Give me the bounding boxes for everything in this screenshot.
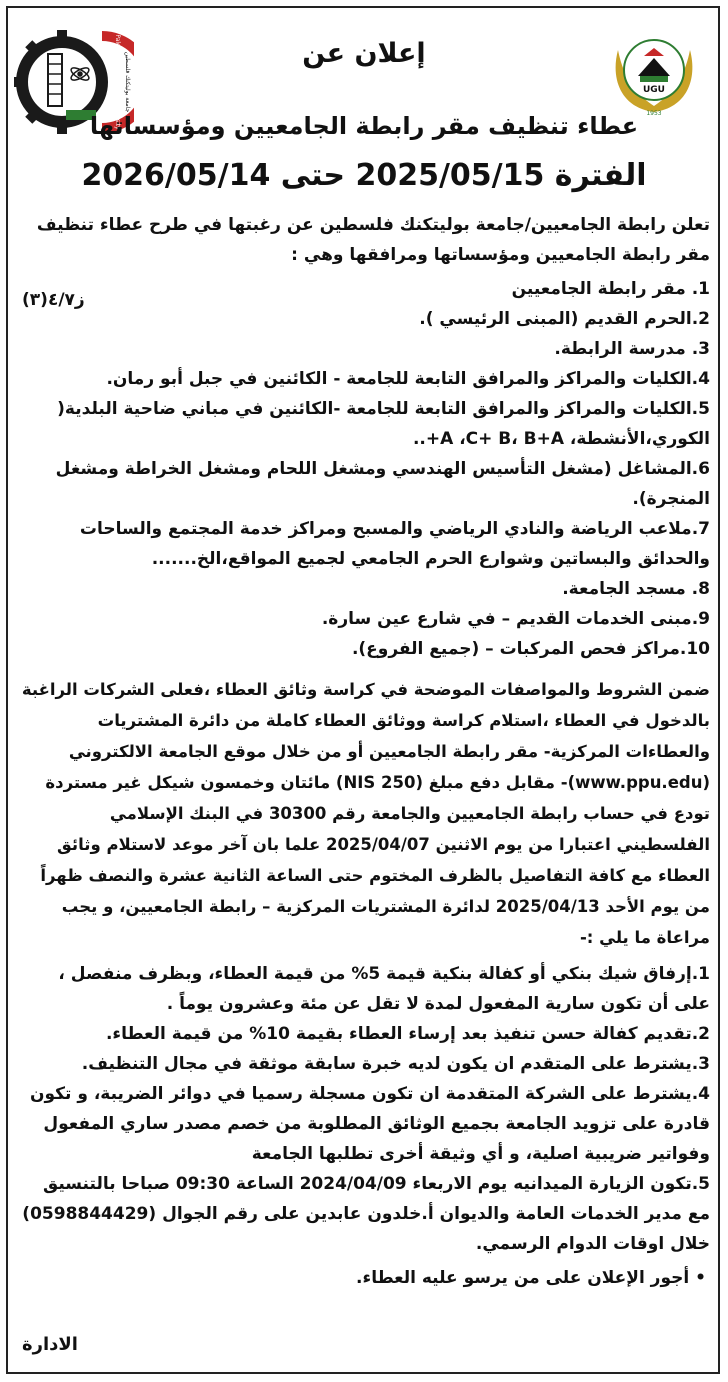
list-item: 2.تقديم كفالة حسن تنفيذ بعد إرساء العطاء بقيمة 10% من قيمة العطاء. xyxy=(105,1024,710,1044)
list-item: 10.مراكز فحص المركبات – (جميع الفروع). xyxy=(351,639,710,659)
reference-number: ز٤/٧(٣) xyxy=(22,290,85,310)
list-item: 7.ملاعب الرياضة والنادي الرياضي والمسبح ومراكز خدمة المجتمع والساحات والحدائق والبساتين وشوارع الحرم الجامعي لجميع المواقع،الخ....... xyxy=(79,519,710,569)
list-item: 3. مدرسة الرابطة. xyxy=(554,339,710,359)
list-item: 4.يشترط على الشركة المتقدمة ان تكون مسجلة رسميا في دوائر الضريبة، و تكون قادرة على تزويد الجامعة بجميع الوثائق المطلوبة من خصم مصدر ساري المفعول وفواتير ضريبية اصلية، و أي وثيقة أخرى تطلبها الجامعة xyxy=(29,1084,710,1164)
list-item: 5.تكون الزيارة الميدانيه يوم الاربعاء 2024/04/09 الساعة 09:30 صباحا بالتنسيق مع مدير الخدمات العامة والديوان أ.خلدون عابدين على رقم الجوال (0598844429) خلال اوقات الدوام الرسمي. xyxy=(22,1174,710,1254)
intro-text: تعلن رابطة الجامعيين/جامعة بوليتكنك فلسطين عن رغبتها في طرح عطاء تنظيف مقر رابطة الجامعيين ومؤسساتها ومرافقها وهي : xyxy=(36,215,710,265)
ugu-year: 1953 xyxy=(646,110,662,117)
ad-cost-note: • أجور الإعلان على من يرسو عليه العطاء. xyxy=(356,1268,706,1288)
signature: الادارة xyxy=(22,1334,78,1355)
sites-list xyxy=(18,274,710,664)
list-item: 5.الكليات والمراكز والمرافق التابعة للجامعة -الكائنين في مباني ضاحية البلدية( الكوري،الأنشطة، A ،C+ B، B+A+.. xyxy=(57,399,710,449)
list-item: 6.المشاغل (مشغل التأسيس الهندسي ومشغل اللحام ومشغل الخراطة ومشغل المنجرة). xyxy=(55,459,710,509)
ugu-logo xyxy=(604,20,704,120)
ad-period: الفترة 2025/05/15 حتى 2026/05/14 xyxy=(81,158,647,193)
list-item: 3.يشترط على المتقدم ان يكون لديه خبرة سابقة موثقة في مجال التنظيف. xyxy=(81,1054,710,1074)
ppu-name-ar: جامعة بوليتكنك فلسطين xyxy=(124,51,131,113)
list-item: 9.مبنى الخدمات القديم – في شارع عين سارة. xyxy=(321,609,710,629)
list-item: 1. مقر رابطة الجامعيين xyxy=(511,279,710,299)
list-item: 8. مسجد الجامعة. xyxy=(562,579,710,599)
list-item: 1.إرفاق شيك بنكي أو كفالة بنكية قيمة 5% من قيمة العطاء، وبظرف منفصل ، على أن تكون سارية المفعول لمدة لا تقل عن مئة وعشرون يوماً . xyxy=(58,964,710,1014)
ad-body xyxy=(18,210,710,1293)
list-item: 2.الحرم القديم (المبنى الرئيسي ). xyxy=(419,309,710,329)
requirements-list xyxy=(18,959,710,1259)
ugu-abbrev: UGU xyxy=(642,85,666,95)
ppu-name: Palestine Polytechnic University xyxy=(114,34,121,130)
conditions-paragraph: ضمن الشروط والمواصفات الموضحة في كراسة وثائق العطاء ،فعلى الشركات الراغبة بالدخول في العطاء ،استلام كراسة ووثائق العطاء كاملة من دائرة المشتريات والعطاءات المركزية- مقر رابطة الجامعيين أو من خلال موقع الجامعة الالكتروني (www.ppu.edu)- مقابل دفع مبلغ (250 NIS) مائتان وخمسون شيكل غير مستردة تودع في حساب رابطة الجامعيين والجامعة رقم 30300 في البنك الإسلامي الفلسطيني اعتبارا من يوم الاثنين 2025/04/07 علما بان آخر موعد لاستلام وثائق العطاء مع كافة التفاصيل بالظرف المختوم حتى الساعة الثانية عشرة والنصف ظهراً من يوم الأحد 2025/04/13 لدائرة المشتريات المركزية – رابطة الجامعيين، و يجب مراعاة ما يلي :- xyxy=(21,680,710,947)
ad-title: إعلان عن xyxy=(302,38,426,69)
ad-subtitle: عطاء تنظيف مقر رابطة الجامعيين ومؤسساتها xyxy=(89,112,639,140)
list-item: 4.الكليات والمراكز والمرافق التابعة للجامعة - الكائنين في جبل أبو رمان. xyxy=(106,369,710,389)
